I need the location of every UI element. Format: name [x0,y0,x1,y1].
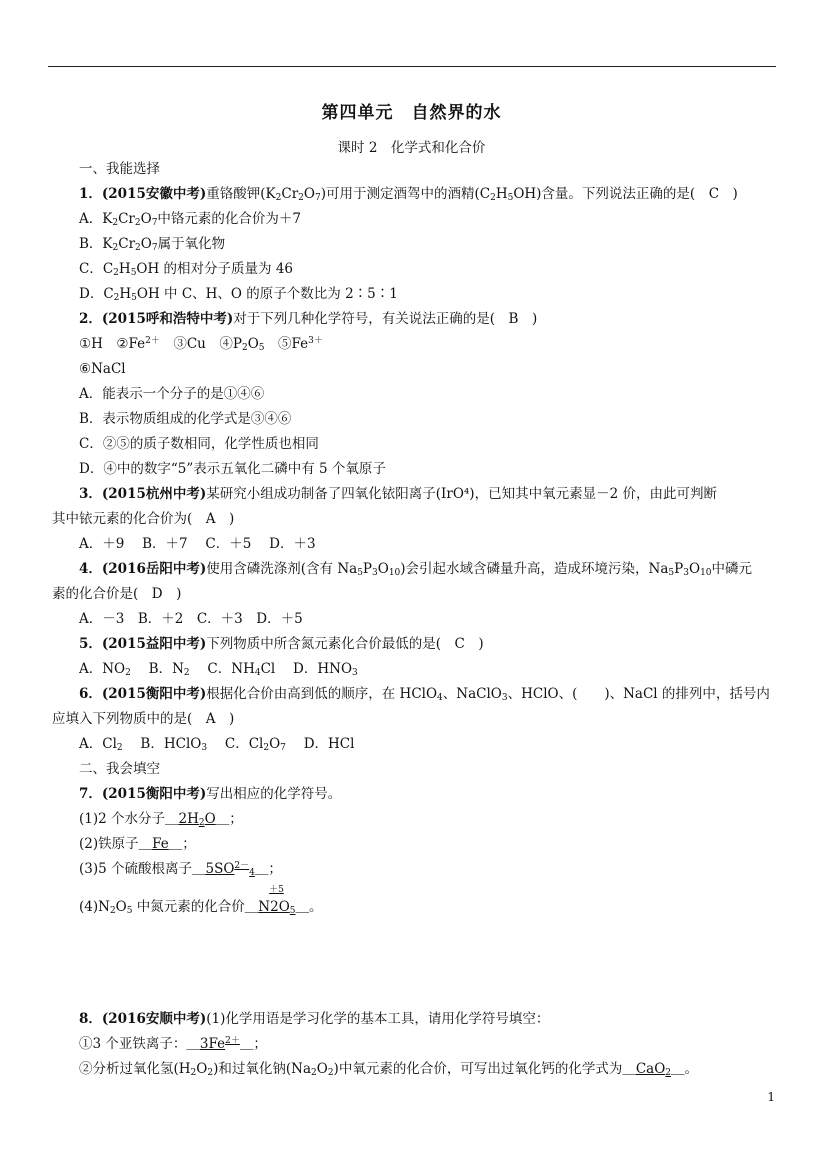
q7-answer-1: (1)2 个水分子$\_2H_2O\_$； [79,811,243,828]
q7-answer-2: (2)铁原子＿Fe＿； [79,836,196,852]
q-number: 1． [79,186,102,202]
question-4-stem-cont: 素的化合价是( D ) [52,586,182,602]
question-2-stem: 2．(2015呼和浩特中考)对于下列几种化学符号，有关说法正确的是( B ) [79,311,538,327]
question-1-stem: 1．(2015安徽中考)重铬酸钾$(K_2Cr_2O_7)$可用于测定酒驾中的酒精$(C_2H_5OH)$含量。下列说法正确的是( C ) [79,186,738,203]
question-4-stem: 4．(2016岳阳中考)使用含磷洗涤剂(含有 $Na_5P_3O_{10}$)会引起水域含磷量升高，造成环境污染，$Na_5P_3O_{10}$中磷元 [79,561,753,578]
q8-answer-2: ②分析过氧化氢$(H_2O_2)$和过氧化钠$(Na_2O_2)$中氧元素的化合价，可写出过氧化钙的化学式为＿CaO$_2$＿。 [79,1061,699,1078]
valence-mark: ＋5 [269,885,284,895]
question-3-stem: 3．(2015杭州中考)某研究小组成功制备了四氧化铱阳离子(IrO⁴)，已知其中氧元素显－2 价，由此可判断 [79,486,717,502]
question-7-stem: 7．(2015衡阳中考)写出相应的化学符号。 [79,786,342,802]
q3-options: A．＋9 B．＋7 C．＋5 D．＋3 [79,536,316,552]
question-8-stem: 8．(2016安顺中考)(1)化学用语是学习化学的基本工具，请用化学符号填空： [79,1011,550,1027]
q-source: (2015安徽中考) [101,186,207,202]
page-title: 第四单元 自然界的水 [321,103,502,123]
q6-options: A．$Cl_2$ B．HClO$_3$ C．$Cl_2O_7$ D．HCl [79,736,355,753]
question-5-stem: 5．(2015益阳中考)下列物质中所含氮元素化合价最低的是( C ) [79,636,484,652]
q4-options: A．－3 B．＋2 C．＋3 D．＋5 [79,611,303,627]
question-6-stem-cont: 应填入下列物质中的是( A ) [52,711,235,727]
q2-option-c: C．②⑤的质子数相同，化学性质也相同 [79,436,319,452]
page-number: 1 [767,1090,775,1104]
q1-option-b: B．$K_2Cr_2O_7$属于氧化物 [79,236,226,253]
header-rule [48,66,776,67]
question-3-stem-cont: 其中铱元素的化合价为( A ) [52,511,235,527]
q2-symbol-6: ⑥NaCl [79,361,126,377]
q1-option-d: D．$C_2H_5OH$ 中 C、H、O 的原子个数比为 2∶5∶1 [79,286,398,303]
section-heading-choice: 一、我能选择 [79,161,160,177]
q7-answer-4: $(4)N_2O_5$ 中氮元素的化合价＿N ＋5 $2O_5\_$。 [79,885,323,916]
q2-symbols: ①H $②Fe^{2+}$ ③Cu $④P_2O_5$ $⑤Fe^{3+}$ [79,336,323,353]
q7-answer-3: (3)5 个硫酸根离子$\_5SO^{2-}_4\_$； [79,861,282,878]
q8-answer-1: ①3 个亚铁离子：$\_3Fe^{2+}\_$； [79,1036,267,1052]
q1-option-c: C．$C_2H_5OH$ 的相对分子质量为 46 [79,261,294,278]
q2-option-d: D．④中的数字“5”表示五氧化二磷中有 5 个氧原子 [79,461,386,477]
q5-options: A．$NO_2$ B．$N_2$ C．$NH_4Cl$ D．$HNO_3$ [79,661,358,678]
question-6-stem: 6．(2015衡阳中考)根据化合价由高到低的顺序，在 HClO$_4$、NaClO$_3$、HClO、( )、NaCl 的排列中，括号内 [79,686,770,703]
q2-option-a: A．能表示一个分子的是①④⑥ [79,386,265,402]
q2-option-b: B．表示物质组成的化学式是③④⑥ [79,411,292,427]
section-heading-fill: 二、我会填空 [79,761,160,777]
lesson-subtitle: 课时 2 化学式和化合价 [337,140,486,156]
q1-option-a: A．$K_2Cr_2O_7$中铬元素的化合价为＋7 [79,211,302,228]
